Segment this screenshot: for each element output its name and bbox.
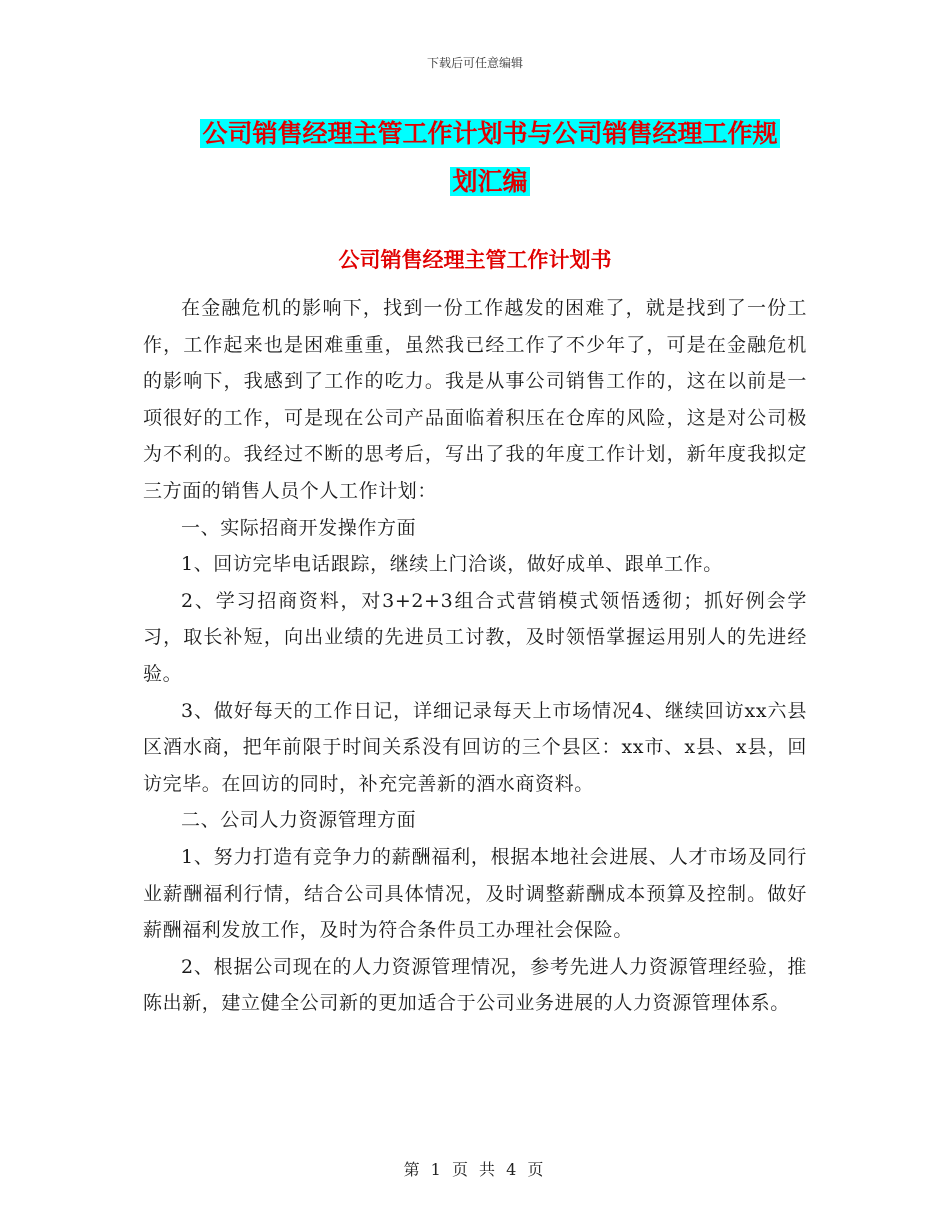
document-title-line-2: 划汇编 bbox=[452, 167, 528, 196]
paragraph-item: 2、根据公司现在的人力资源管理情况，参考先进人力资源管理经验，推陈出新，建立健全公司新的更加适合于公司业务进展的人力资源管理体系。 bbox=[143, 955, 807, 1015]
heading-part-two: 二、公司人力资源管理方面 bbox=[181, 809, 417, 832]
document-title-line-1: 公司销售经理主管工作计划书与公司销售经理工作规 bbox=[202, 119, 778, 148]
header-note: 下载后可任意编辑 bbox=[426, 56, 523, 70]
paragraph-item: 2、学习招商资料，对3+2+3组合式营销模式领悟透彻；抓好例会学习，取长补短，向出业绩的先进员工讨教，及时领悟掌握运用别人的先进经验。 bbox=[143, 589, 807, 685]
document-title bbox=[160, 110, 820, 206]
heading-part-one: 一、实际招商开发操作方面 bbox=[181, 516, 417, 539]
paragraph-item: 3、做好每天的工作日记，详细记录每天上市场情况4、继续回访xx六县区酒水商，把年前限于时间关系没有回访的三个县区：xx市、x县、x县，回访完毕。在回访的同时，补充完善新的酒水商资料。 bbox=[143, 699, 807, 795]
page-footer: 第 1 页 共 4 页 bbox=[403, 1160, 547, 1179]
document-body bbox=[143, 290, 807, 1022]
paragraph-intro: 在金融危机的影响下，找到一份工作越发的困难了，就是找到了一份工作，工作起来也是困难重重，虽然我已经工作了不少年了，可是在金融危机的影响下，我感到了工作的吃力。我是从事公司销售工作的，这在以前是一项很好的工作，可是现在公司产品面临着积压在仓库的风险，这是对公司极为不利的。我经过不断的思考后，写出了我的年度工作计划，新年度我拟定三方面的销售人员个人工作计划： bbox=[143, 297, 807, 502]
paragraph-item: 1、努力打造有竞争力的薪酬福利，根据本地社会进展、人才市场及同行业薪酬福利行情，结合公司具体情况，及时调整薪酬成本预算及控制。做好薪酬福利发放工作，及时为符合条件员工办理社会保险。 bbox=[143, 845, 807, 942]
paragraph-item: 1、回访完毕电话跟踪，继续上门洽谈，做好成单、跟单工作。 bbox=[181, 553, 723, 576]
section-title: 公司销售经理主管工作计划书 bbox=[338, 248, 612, 272]
